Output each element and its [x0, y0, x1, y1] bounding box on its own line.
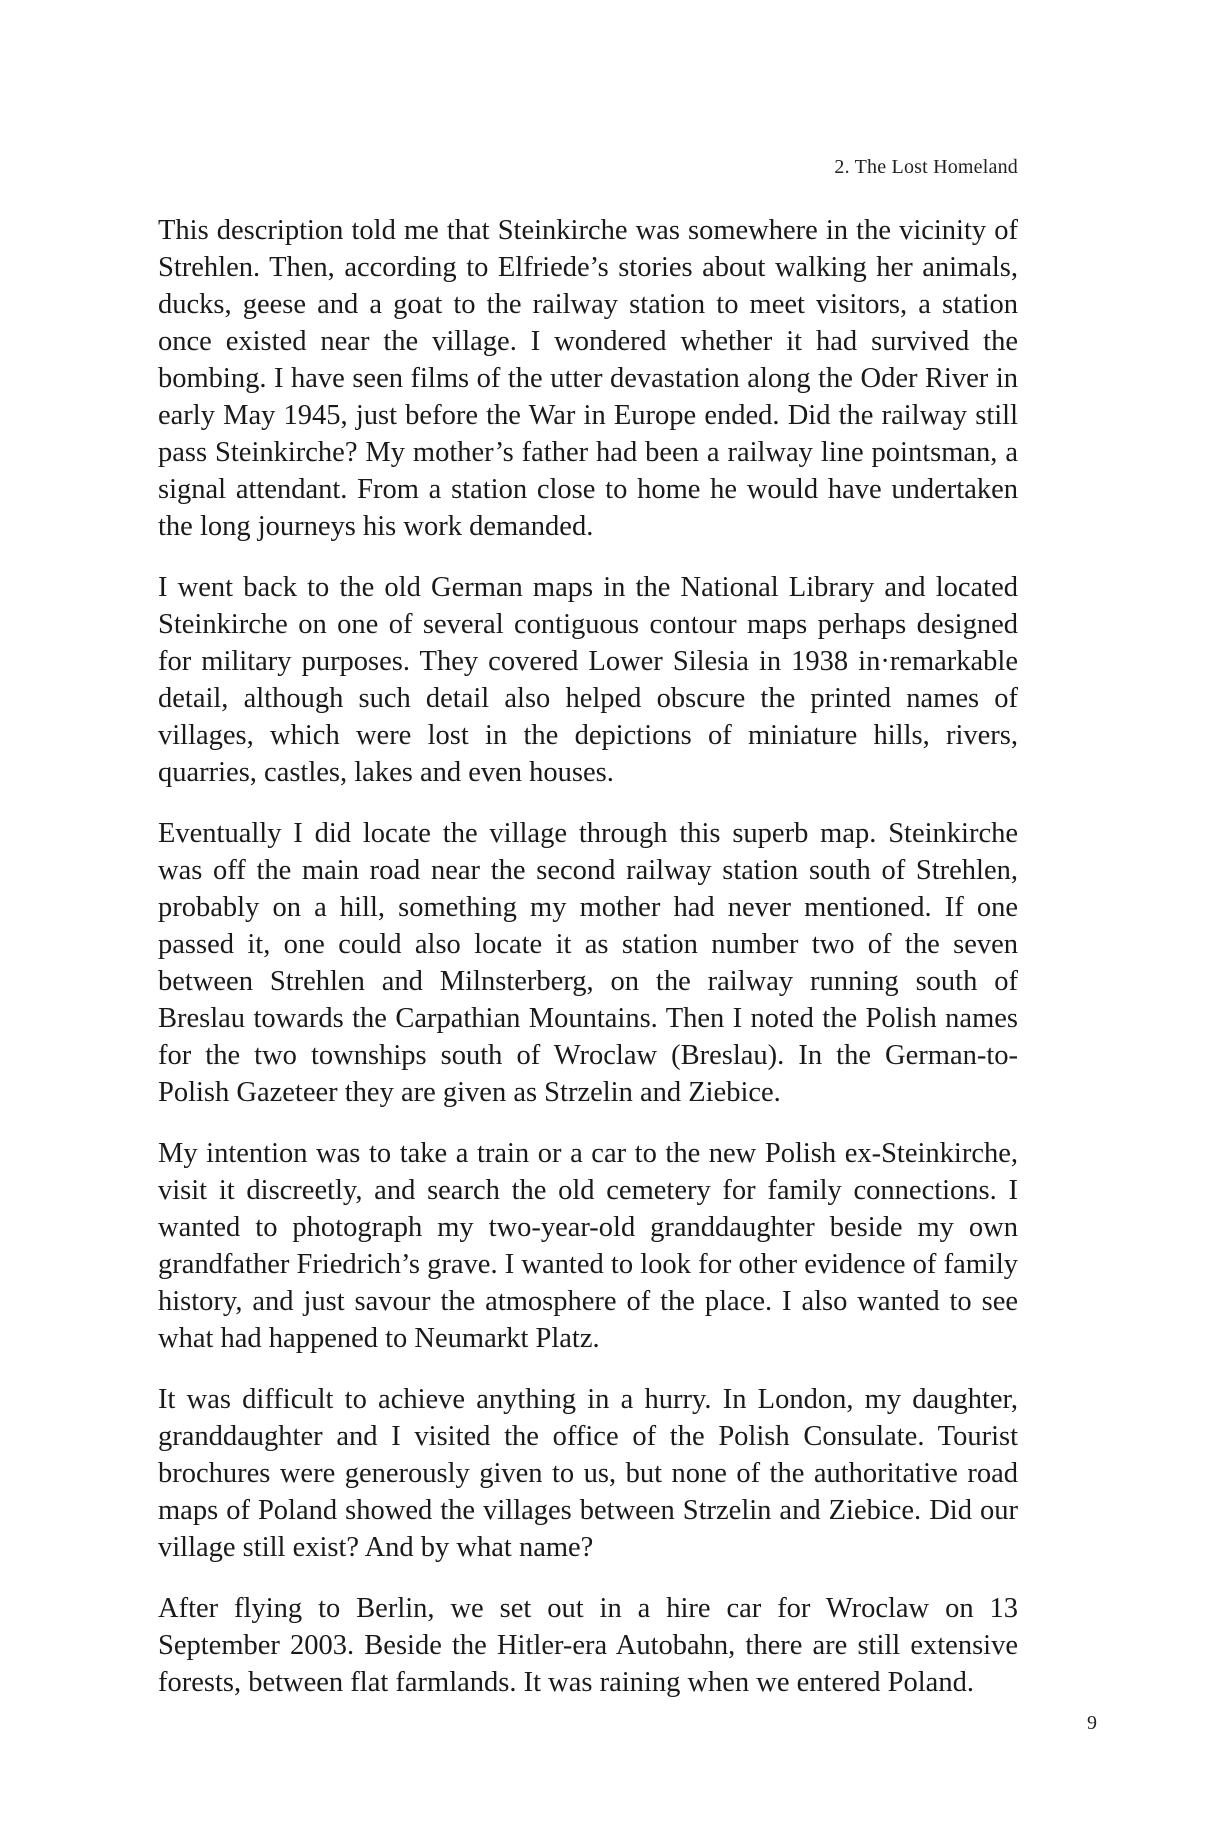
running-head: 2. The Lost Homeland	[834, 156, 1018, 178]
page-number: 9	[1087, 1712, 1097, 1734]
paragraph: After flying to Berlin, we set out in a hire car for Wroclaw on 13 September 2003. Beside the Hitler-era Autobahn, there are still extensive forests, between flat farmlands. It was raining when we entered Poland.	[158, 1593, 1018, 1698]
paragraph: My intention was to take a train or a car to the new Polish ex-Steinkirche, visit it discreetly, and search the old cemetery for family connections. I wanted to photograph my two-year-old granddaughter beside my own grandfather Friedrich’s grave. I wanted to look for other evidence of family history, and just savour the atmosphere of the place. I also wanted to see what had happened to Neumarkt Platz.	[158, 1138, 1018, 1354]
paragraph: It was difficult to achieve anything in a hurry. In London, my daughter, granddaughter and I visited the office of the Polish Consulate. Tourist brochures were generously given to us, but none of the authoritative road maps of Poland showed the villages between Strzelin and Ziebice. Did our village still exist? And by what name?	[158, 1384, 1018, 1563]
paragraph: This description told me that Steinkirche was somewhere in the vicinity of Strehlen. Then, according to Elfriede’s stories about walking her animals, ducks, geese and a goat to the railway station to meet visitors, a station once existed near the village. I wondered whether it had survived the bombing. I have seen films of the utter devastation along the Oder River in early May 1945, just before the War in Europe ended. Did the railway still pass Steinkirche? My mother’s father had been a railway line pointsman, a signal attendant. From a station close to home he would have undertaken the long journeys his work demanded.	[158, 215, 1018, 542]
paragraph: Eventually I did locate the village through this superb map. Steinkirche was off the main road near the second railway station south of Strehlen, probably on a hill, something my mother had never mentioned. If one passed it, one could also locate it as station number two of the seven between Strehlen and Milnsterberg, on the railway running south of Breslau towards the Carpathian Mountains. Then I noted the Polish names for the two townships south of Wroclaw (Breslau). In the German-to-Polish Gazeteer they are given as Strzelin and Ziebice.	[158, 818, 1018, 1108]
body-text	[158, 212, 1018, 1725]
paragraph: I went back to the old German maps in the National Library and located Steinkirche on one of several contiguous contour maps perhaps designed for military purposes. They covered Lower Silesia in 1938 in·remarkable detail, although such detail also helped obscure the printed names of villages, which were lost in the depictions of miniature hills, rivers, quarries, castles, lakes and even houses.	[158, 572, 1018, 788]
